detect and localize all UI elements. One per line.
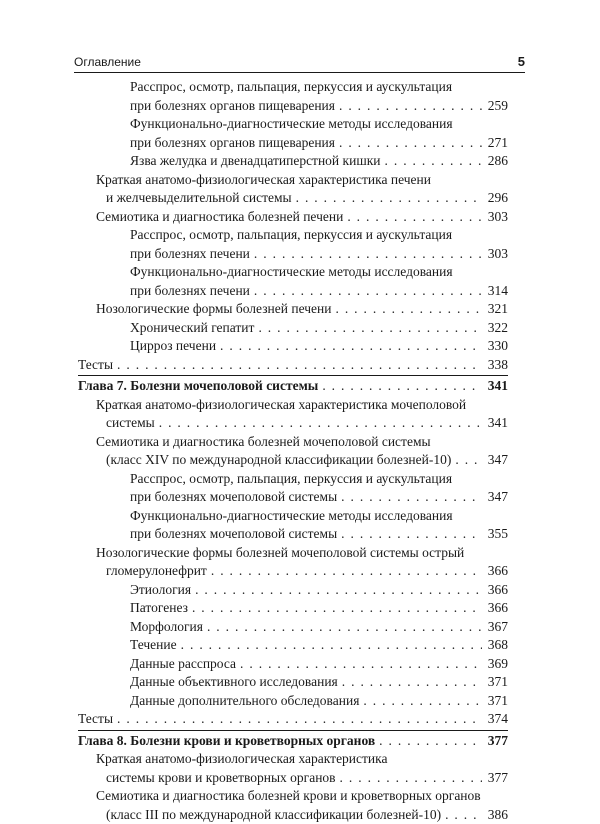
toc-entry-title: при болезнях органов пищеварения [130, 97, 335, 116]
toc-entry-title: Тесты [78, 710, 113, 729]
toc-entry[interactable] [78, 618, 508, 637]
dot-leader [254, 282, 482, 301]
toc-entry[interactable] [78, 171, 508, 208]
toc-page-number: 366 [486, 562, 508, 581]
toc-entry-title: Цирроз печени [130, 337, 216, 356]
toc-entry[interactable] [78, 319, 508, 338]
toc-entry-title: при болезнях печени [130, 245, 250, 264]
dot-leader [341, 488, 482, 507]
running-head-title: Оглавление [74, 55, 141, 69]
toc-page-number: 341 [486, 377, 508, 396]
toc-entry[interactable] [78, 226, 508, 263]
toc-page-number: 303 [486, 208, 508, 227]
toc-page-number: 355 [486, 525, 508, 544]
dot-leader [379, 732, 482, 751]
toc-entry-title: Глава 8. Болезни крови и кроветворных органов [78, 732, 375, 751]
dot-leader [445, 806, 482, 824]
toc-page-number: 322 [486, 319, 508, 338]
toc-page-number: 286 [486, 152, 508, 171]
dot-leader [339, 134, 482, 153]
toc-entry-title: Тесты [78, 356, 113, 375]
toc-entry-title: Хронический гепатит [130, 319, 254, 338]
toc-chapter-entry[interactable] [78, 732, 508, 751]
toc-entry-title: Краткая анатомо-физиологическая характеристика мочеполовой [96, 396, 466, 415]
dot-leader [207, 618, 482, 637]
dot-leader [220, 337, 482, 356]
toc-entry-title: при болезнях органов пищеварения [130, 134, 335, 153]
toc-entry-title: Этиология [130, 581, 191, 600]
dot-leader [254, 245, 482, 264]
toc-entry[interactable] [78, 507, 508, 544]
dot-leader [117, 356, 482, 375]
dot-leader [195, 581, 482, 600]
toc-page-number: 347 [486, 488, 508, 507]
toc-page-number: 366 [486, 581, 508, 600]
toc-page-number: 368 [486, 636, 508, 655]
toc-page-number: 303 [486, 245, 508, 264]
toc-entry[interactable] [78, 470, 508, 507]
toc-entry-title: Функционально-диагностические методы исследования [130, 507, 453, 526]
toc-entry-title: Язва желудка и двенадцатиперстной кишки [130, 152, 381, 171]
toc-page-number: 330 [486, 337, 508, 356]
toc-page-number: 259 [486, 97, 508, 116]
toc-entry[interactable] [78, 78, 508, 115]
dot-leader [341, 525, 482, 544]
toc-entry[interactable] [78, 337, 508, 356]
toc-page-number: 377 [486, 769, 508, 788]
toc-entry-title: Течение [130, 636, 177, 655]
toc-entry-title: Функционально-диагностические методы исследования [130, 115, 453, 134]
dot-leader [296, 189, 482, 208]
page-number: 5 [518, 54, 525, 69]
toc-page-number: 341 [486, 414, 508, 433]
toc-entry-title: Расспрос, осмотр, пальпация, перкуссия и аускультация [130, 78, 452, 97]
toc-entry-title: Данные расспроса [130, 655, 236, 674]
dot-leader [342, 673, 482, 692]
toc-entry[interactable] [78, 152, 508, 171]
dot-leader [339, 97, 482, 116]
toc-entry-title: Семиотика и диагностика болезней печени [96, 208, 343, 227]
toc-entry-title: Морфология [130, 618, 203, 637]
toc-entry-title: при болезнях мочеполовой системы [130, 525, 337, 544]
toc-page-number: 374 [486, 710, 508, 729]
dot-leader [347, 208, 482, 227]
toc-entry[interactable] [78, 396, 508, 433]
toc-entry[interactable] [78, 692, 508, 711]
dot-leader [192, 599, 482, 618]
toc-page-number: 386 [486, 806, 508, 824]
toc-entry-title: Функционально-диагностические методы исследования [130, 263, 453, 282]
dot-leader [117, 710, 482, 729]
toc-entry-title: гломерулонефрит [106, 562, 207, 581]
toc-entry-title: Патогенез [130, 599, 188, 618]
dot-leader [211, 562, 482, 581]
toc-entry[interactable] [78, 433, 508, 470]
toc-page-number: 377 [486, 732, 508, 751]
toc-page-number: 371 [486, 673, 508, 692]
toc-entry-title: Нозологические формы болезней мочеполовой системы острый [96, 544, 464, 563]
dot-leader [322, 377, 482, 396]
toc-chapter-entry[interactable] [78, 377, 508, 396]
chapter-rule [78, 375, 508, 376]
dot-leader [159, 414, 482, 433]
toc-entry[interactable] [78, 599, 508, 618]
toc-entry[interactable] [78, 581, 508, 600]
toc-entry-title: Нозологические формы болезней печени [96, 300, 331, 319]
toc-entry-title: Данные объективного исследования [130, 673, 338, 692]
toc-entry-title: системы [106, 414, 155, 433]
toc-entry[interactable] [78, 750, 508, 787]
toc-page-number: 347 [486, 451, 508, 470]
running-head [74, 55, 525, 71]
toc-entry[interactable] [78, 263, 508, 300]
toc-entry[interactable] [78, 636, 508, 655]
toc-entry-title: (класс XIV по международной классификации болезней-10) [106, 451, 451, 470]
toc-entry[interactable] [78, 356, 508, 375]
toc-entry-title: при болезнях печени [130, 282, 250, 301]
toc-page-number: 321 [486, 300, 508, 319]
toc-entry-title: Краткая анатомо-физиологическая характеристика печени [96, 171, 431, 190]
toc-page-number: 271 [486, 134, 508, 153]
toc-page-number: 366 [486, 599, 508, 618]
toc-entry[interactable] [78, 115, 508, 152]
dot-leader [455, 451, 482, 470]
dot-leader [385, 152, 483, 171]
dot-leader [240, 655, 482, 674]
toc-entry[interactable] [78, 710, 508, 729]
toc-entry-title: Семиотика и диагностика болезней крови и кроветворных органов [96, 787, 481, 806]
dot-leader [335, 300, 482, 319]
toc-entry[interactable] [78, 208, 508, 227]
toc-entry-title: Глава 7. Болезни мочеполовой системы [78, 377, 318, 396]
toc-page-number: 338 [486, 356, 508, 375]
toc-entry[interactable] [78, 673, 508, 692]
dot-leader [340, 769, 482, 788]
toc-entry[interactable] [78, 787, 508, 824]
toc-entry[interactable] [78, 300, 508, 319]
toc-entry-title: Расспрос, осмотр, пальпация, перкуссия и аускультация [130, 470, 452, 489]
toc-entry-title: системы крови и кроветворных органов [106, 769, 336, 788]
toc-entry[interactable] [78, 544, 508, 581]
dot-leader [258, 319, 482, 338]
toc-entry-title: Семиотика и диагностика болезней мочеполовой системы [96, 433, 431, 452]
toc-page-number: 296 [486, 189, 508, 208]
toc-page-number: 371 [486, 692, 508, 711]
toc-page-number: 314 [486, 282, 508, 301]
toc-entry[interactable] [78, 655, 508, 674]
toc-entry-title: (класс III по международной классификации болезней-10) [106, 806, 441, 824]
toc-entry-title: Краткая анатомо-физиологическая характеристика [96, 750, 388, 769]
toc-page-number: 367 [486, 618, 508, 637]
dot-leader [363, 692, 482, 711]
toc-entry-title: Расспрос, осмотр, пальпация, перкуссия и аускультация [130, 226, 452, 245]
chapter-rule [78, 730, 508, 731]
header-rule [74, 72, 525, 73]
dot-leader [181, 636, 482, 655]
table-of-contents [78, 78, 508, 824]
toc-entry-title: Данные дополнительного обследования [130, 692, 359, 711]
toc-entry-title: и желчевыделительной системы [106, 189, 292, 208]
toc-page-number: 369 [486, 655, 508, 674]
toc-entry-title: при болезнях мочеполовой системы [130, 488, 337, 507]
